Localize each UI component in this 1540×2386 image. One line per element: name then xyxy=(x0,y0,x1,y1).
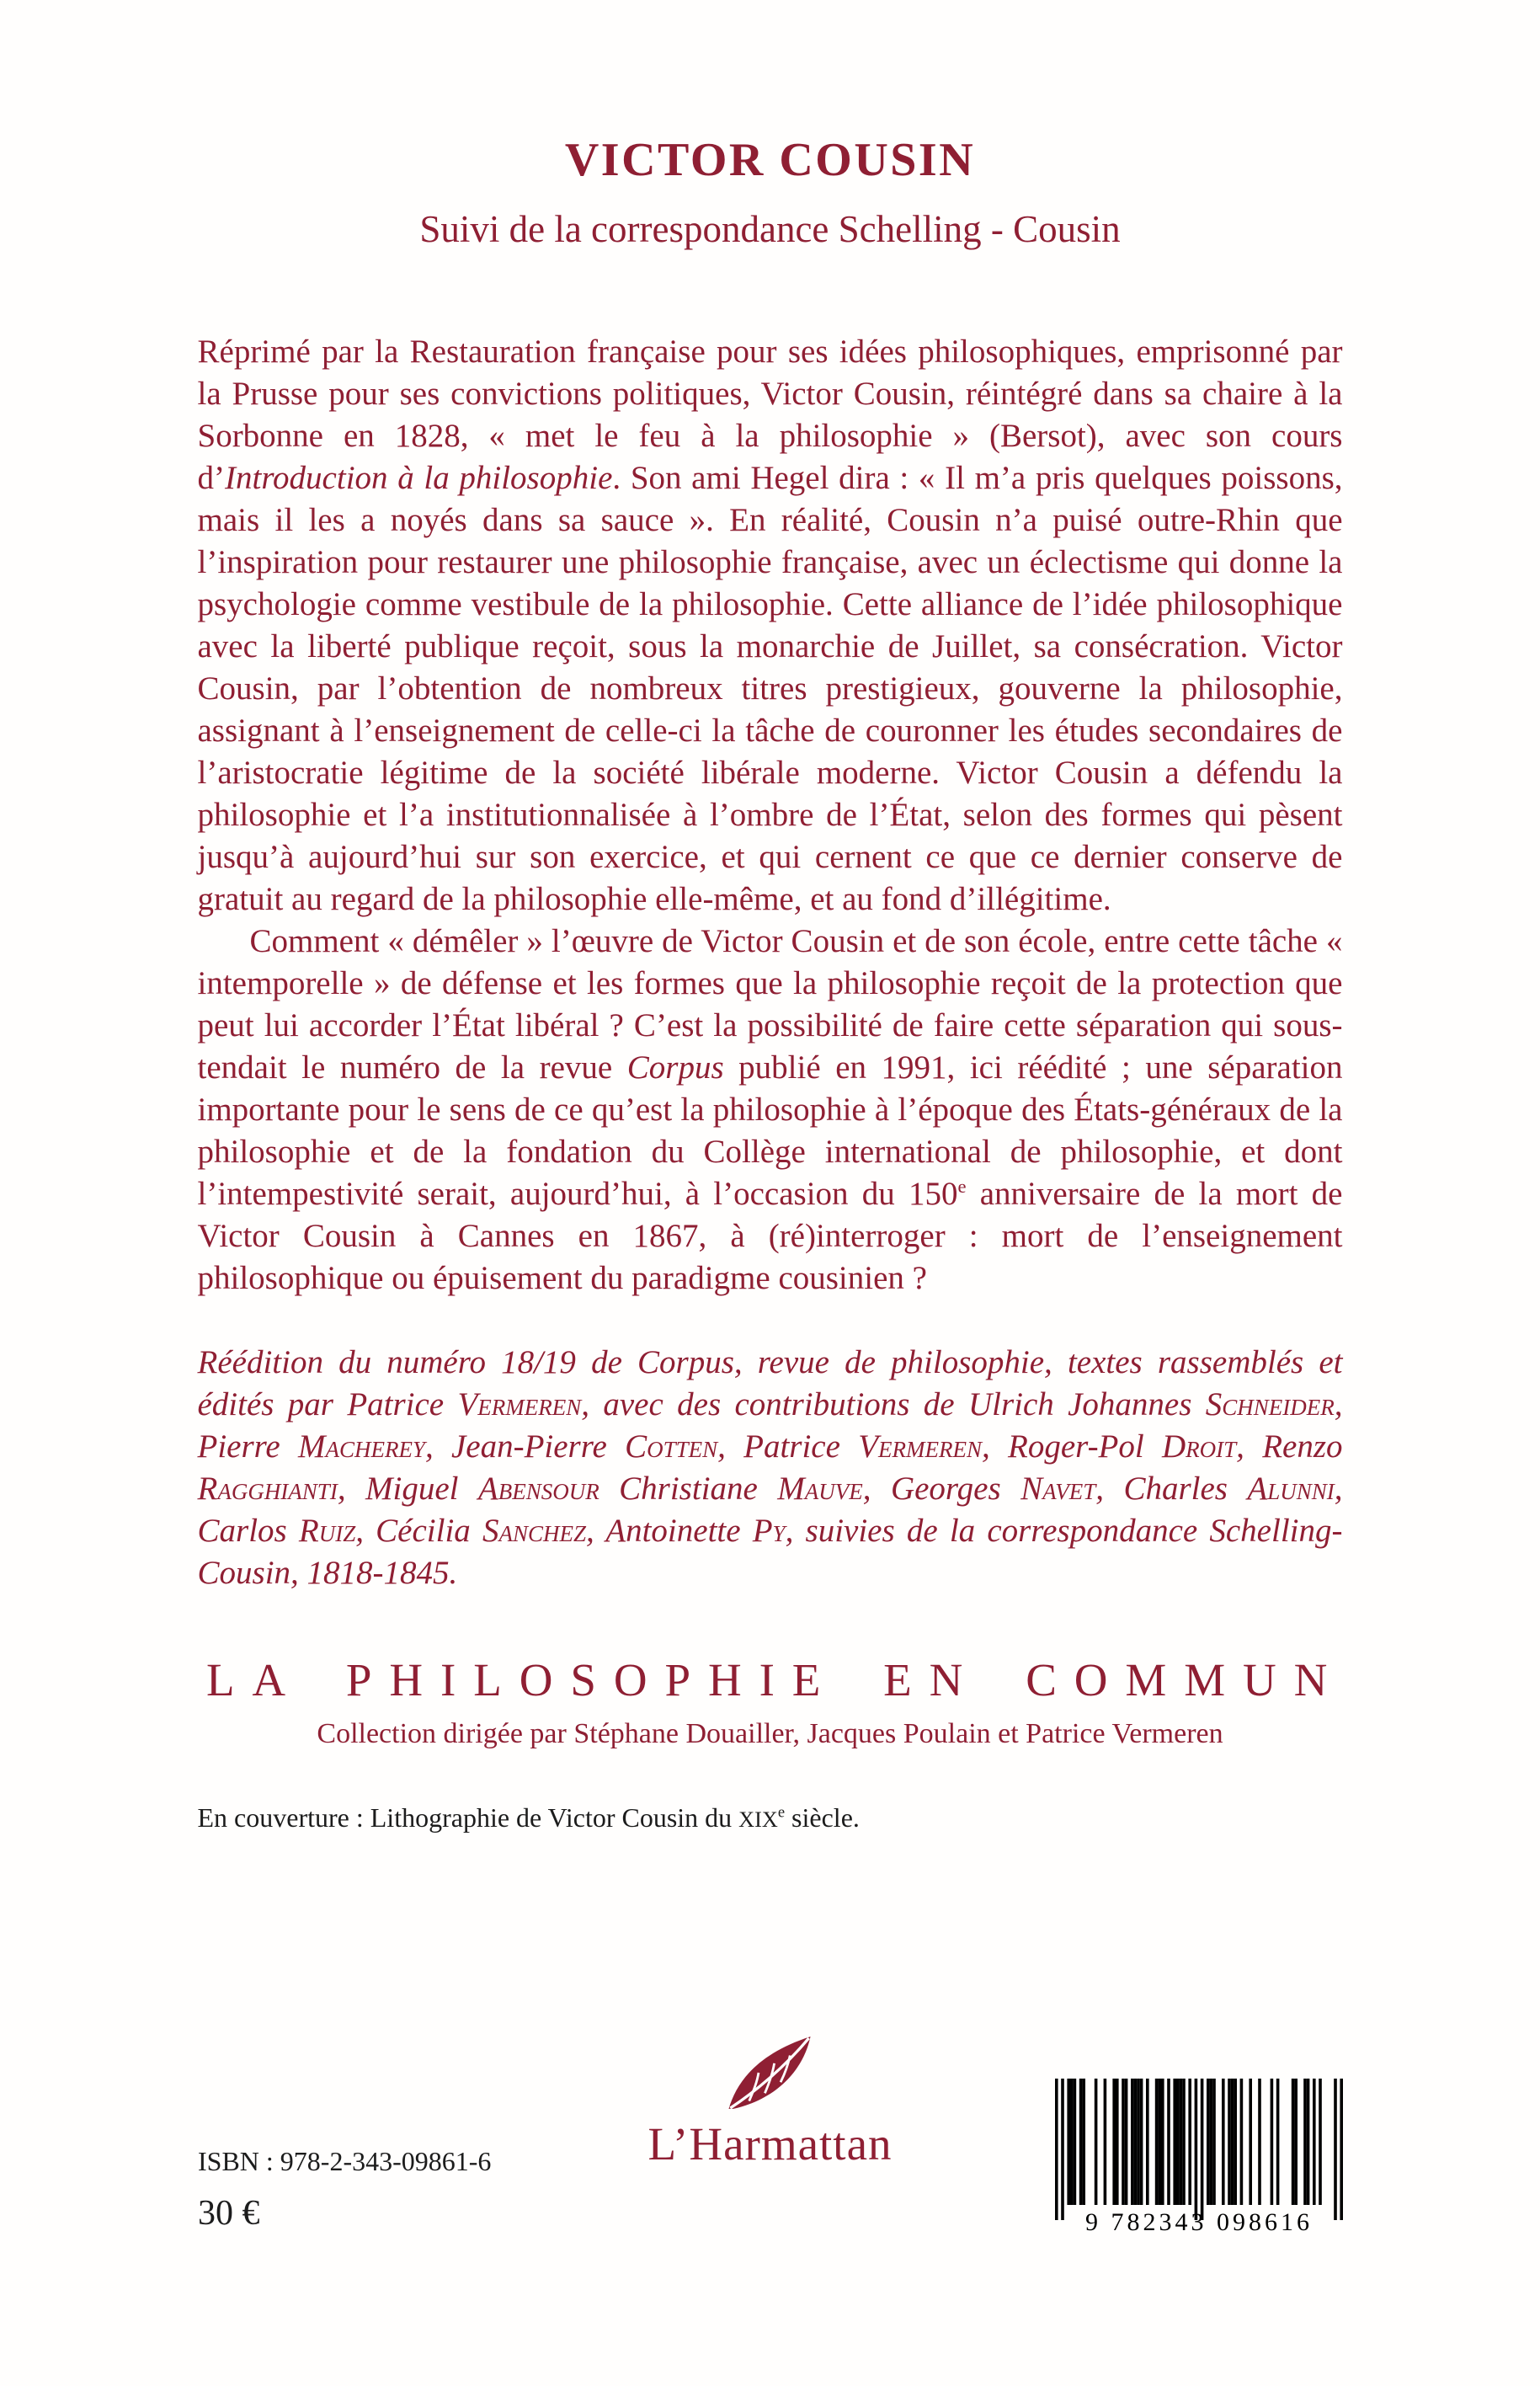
collection-block xyxy=(198,1653,1346,1750)
price-text: 30 € xyxy=(198,2194,260,2233)
barcode xyxy=(1051,2079,1347,2237)
content-column xyxy=(197,133,1346,1834)
barcode-bars xyxy=(1055,2079,1343,2220)
blurb-paragraph-2: Comment « démêler » l’œuvre de Victor Cousin et de son école, entre cette tâche « intemporelle » de défense et les formes que la philosophie reçoit de la protection que peut lui accorder l’État libéral ? C’est la possibilité de faire cette séparation qui sous-tendait le numéro de la revue Corpus publié en 1991, ici réédité ; une séparation importante pour le sens de ce qu’est la philosophie à l’époque des États-généraux de la philosophie et de la fondation du Collège international de philosophie, et dont l’intempestivité serait, aujourd’hui, à l’occasion du 150e anniversaire de la mort de Victor Cousin à Cannes en 1867, à (ré)interroger : mort de l’enseignement philosophique ou épuisement du paradigme cousinien ? xyxy=(197,923,1343,1296)
collection-title: LA PHILOSOPHIE EN COMMUN xyxy=(205,1654,1346,1705)
isbn-text: ISBN : 978-2-343-09861-6 xyxy=(198,2146,492,2176)
blurb-paragraph-1: Réprimé par la Restauration française pour ses idées philosophiques, emprisonné par la Prusse pour ses convictions politiques, Victor Cousin, réintégré dans sa chaire à la Sorbonne en 1828, « met le feu à la philosophie » (Bersot), avec son cours d’Introduction à la philosophie. Son ami Hegel dira : « Il m’a pris quelques poissons, mais il les a noyés dans sa sauce ». En réalité, Cousin n’a puisé outre-Rhin que l’inspiration pour restaurer une philosophie française, avec un éclectisme qui donne la psychologie comme vestibule de la philosophie. Cette alliance de l’idée philosophique avec la liberté publique reçoit, sous la monarchie de Juillet, sa consécration. Victor Cousin, par l’obtention de nombreux titres prestigieux, gouverne la philosophie, assignant à l’enseignement de celle-ci la tâche de couronner les études secondaires de l’aristocratie légitime de la société libérale moderne. Victor Cousin a défendu la philosophie et l’a institutionnalisée à l’ombre de l’État, selon des formes qui pèsent jusqu’à aujourd’hui sur son exercice, et qui cernent ce que ce dernier conserve de gratuit au regard de la philosophie elle-même, et au fond d’illégitime. xyxy=(197,334,1343,917)
cover-note: En couverture : Lithographie de Victor Cousin du XIXe siècle. xyxy=(197,1802,860,1833)
collection-editors: Collection dirigée par Stéphane Douailler, Jacques Poulain et Patrice Vermeren xyxy=(317,1718,1223,1749)
book-title: VICTOR COUSIN xyxy=(564,134,976,186)
credits-paragraph: Réédition du numéro 18/19 de Corpus, revue de philosophie, textes rassemblés et édités par Patrice Vermeren, avec des contributions de Ulrich Johannes Schneider, Pierre Macherey, Jean-Pierre Cotten, Patrice Vermeren, Roger-Pol Droit, Renzo Ragghianti, Miguel Abensour Christiane Mauve, Georges Navet, Charles Alunni, Carlos Ruiz, Cécilia Sanchez, Antoinette Py, suivies de la correspondance Schelling-Cousin, 1818-1845. xyxy=(197,1344,1343,1591)
publisher-name: L’Harmattan xyxy=(647,2118,893,2170)
book-subtitle: Suivi de la correspondance Schelling - Cousin xyxy=(419,208,1121,250)
publisher-logo xyxy=(648,2031,893,2170)
leaf-icon xyxy=(722,2031,817,2114)
barcode-digits: 9 782343 098616 xyxy=(1085,2208,1313,2236)
